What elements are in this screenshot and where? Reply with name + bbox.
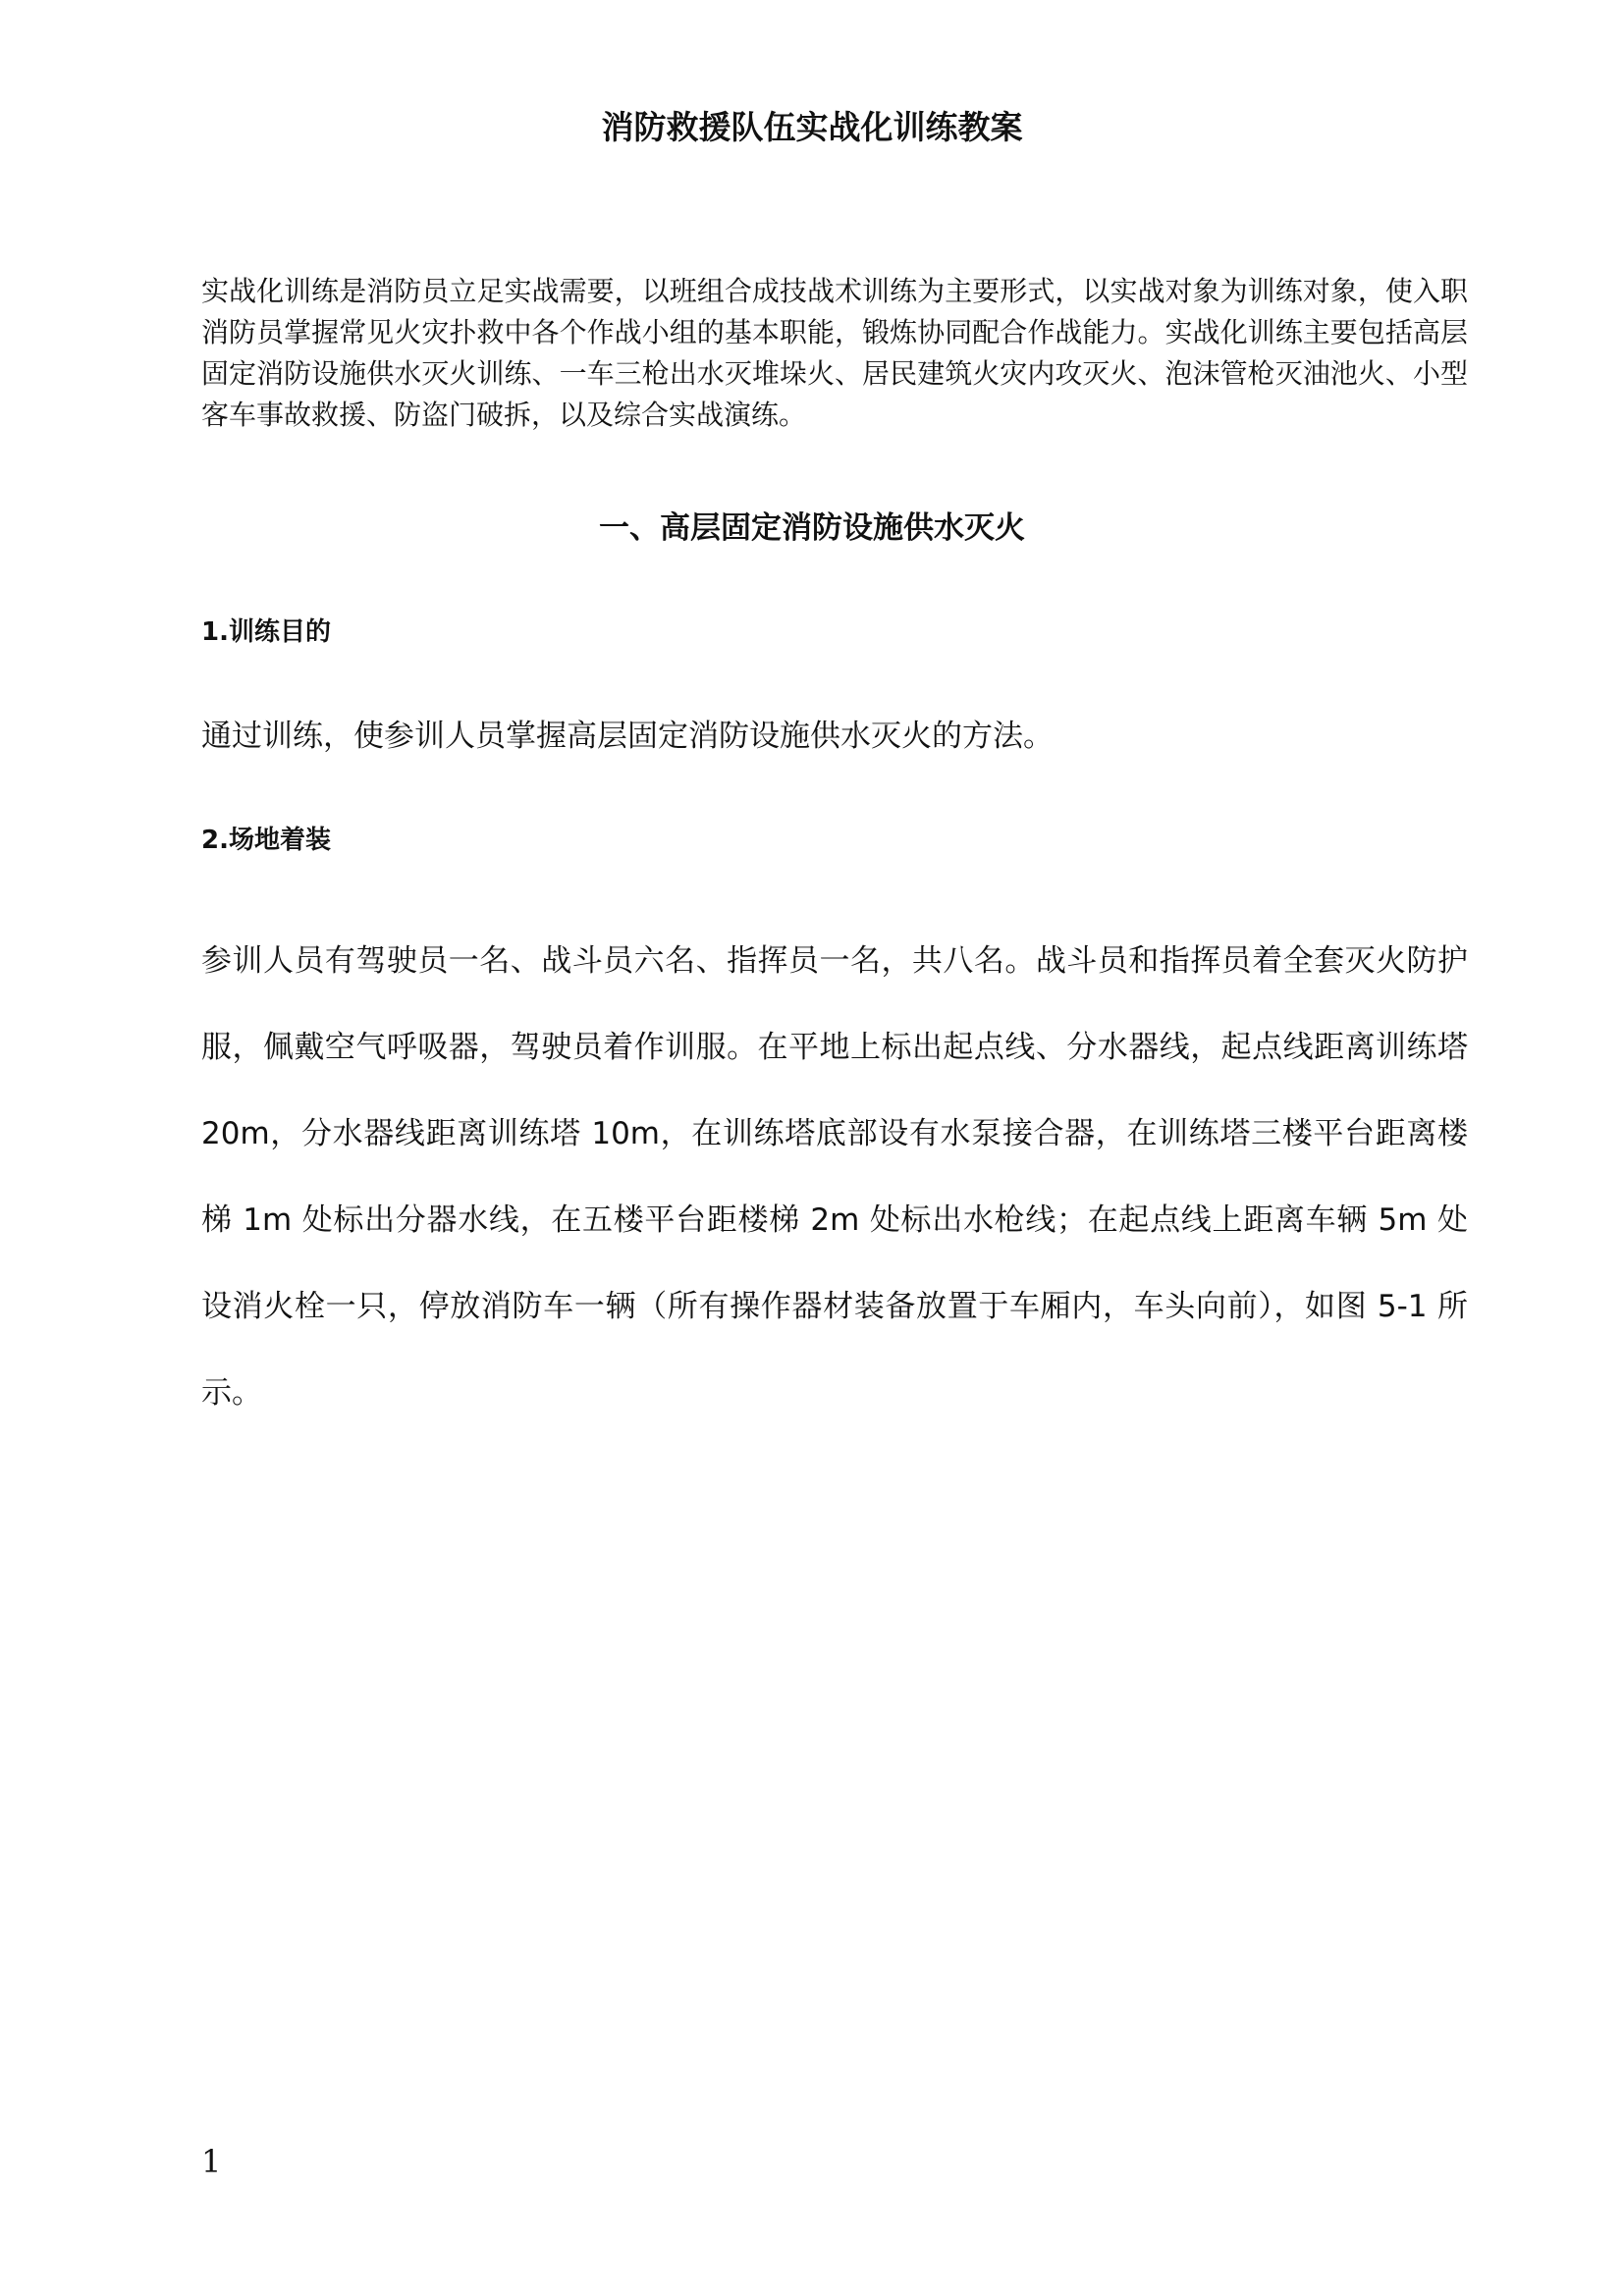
section-heading: 一、高层固定消防设施供水灭火 xyxy=(599,510,1025,546)
paragraph-training-purpose: 通过训练，使参训人员掌握高层固定消防设施供水灭火的方法。 xyxy=(201,719,1054,754)
subheading-training-purpose: 1.训练目的 xyxy=(201,617,331,647)
page-number: 1 xyxy=(201,2143,222,2180)
document-title: 消防救援队伍实战化训练教案 xyxy=(601,108,1023,146)
paragraph-site-and-attire: 参训人员有驾驶员一名、战斗员六名、指挥员一名，共八名。战斗员和指挥员着全套灭火防护服，佩戴空气呼吸器，驾驶员着作训服。在平地上标出起点线、分水器线，起点线距离训练塔 20m，分水器线距离训练塔 10m，在训练塔底部设有水泵接合器，在训练塔三楼平台距离楼梯 1m 处标出分器水线，在五楼平台距楼梯 2m 处标出水枪线；在起点线上距离车辆 5m 处设消火栓一只，停放消防车一辆（所有操作器材装备放置于车厢内，车头向前），如图 5-1 所示。 xyxy=(201,943,1468,1411)
subheading-site-and-attire: 2.场地着装 xyxy=(201,826,331,855)
intro-paragraph: 实战化训练是消防员立足实战需要，以班组合成技战术训练为主要形式，以实战对象为训练对象，使入职消防员掌握常见火灾扑救中各个作战小组的基本职能，锻炼协同配合作战能力。实战化训练主要包括高层固定消防设施供水灭火训练、一车三枪出水灭堆垛火、居民建筑火灾内攻灭火、泡沫管枪灭油池火、小型客车事故救援、防盗门破拆，以及综合实战演练。 xyxy=(201,275,1468,431)
